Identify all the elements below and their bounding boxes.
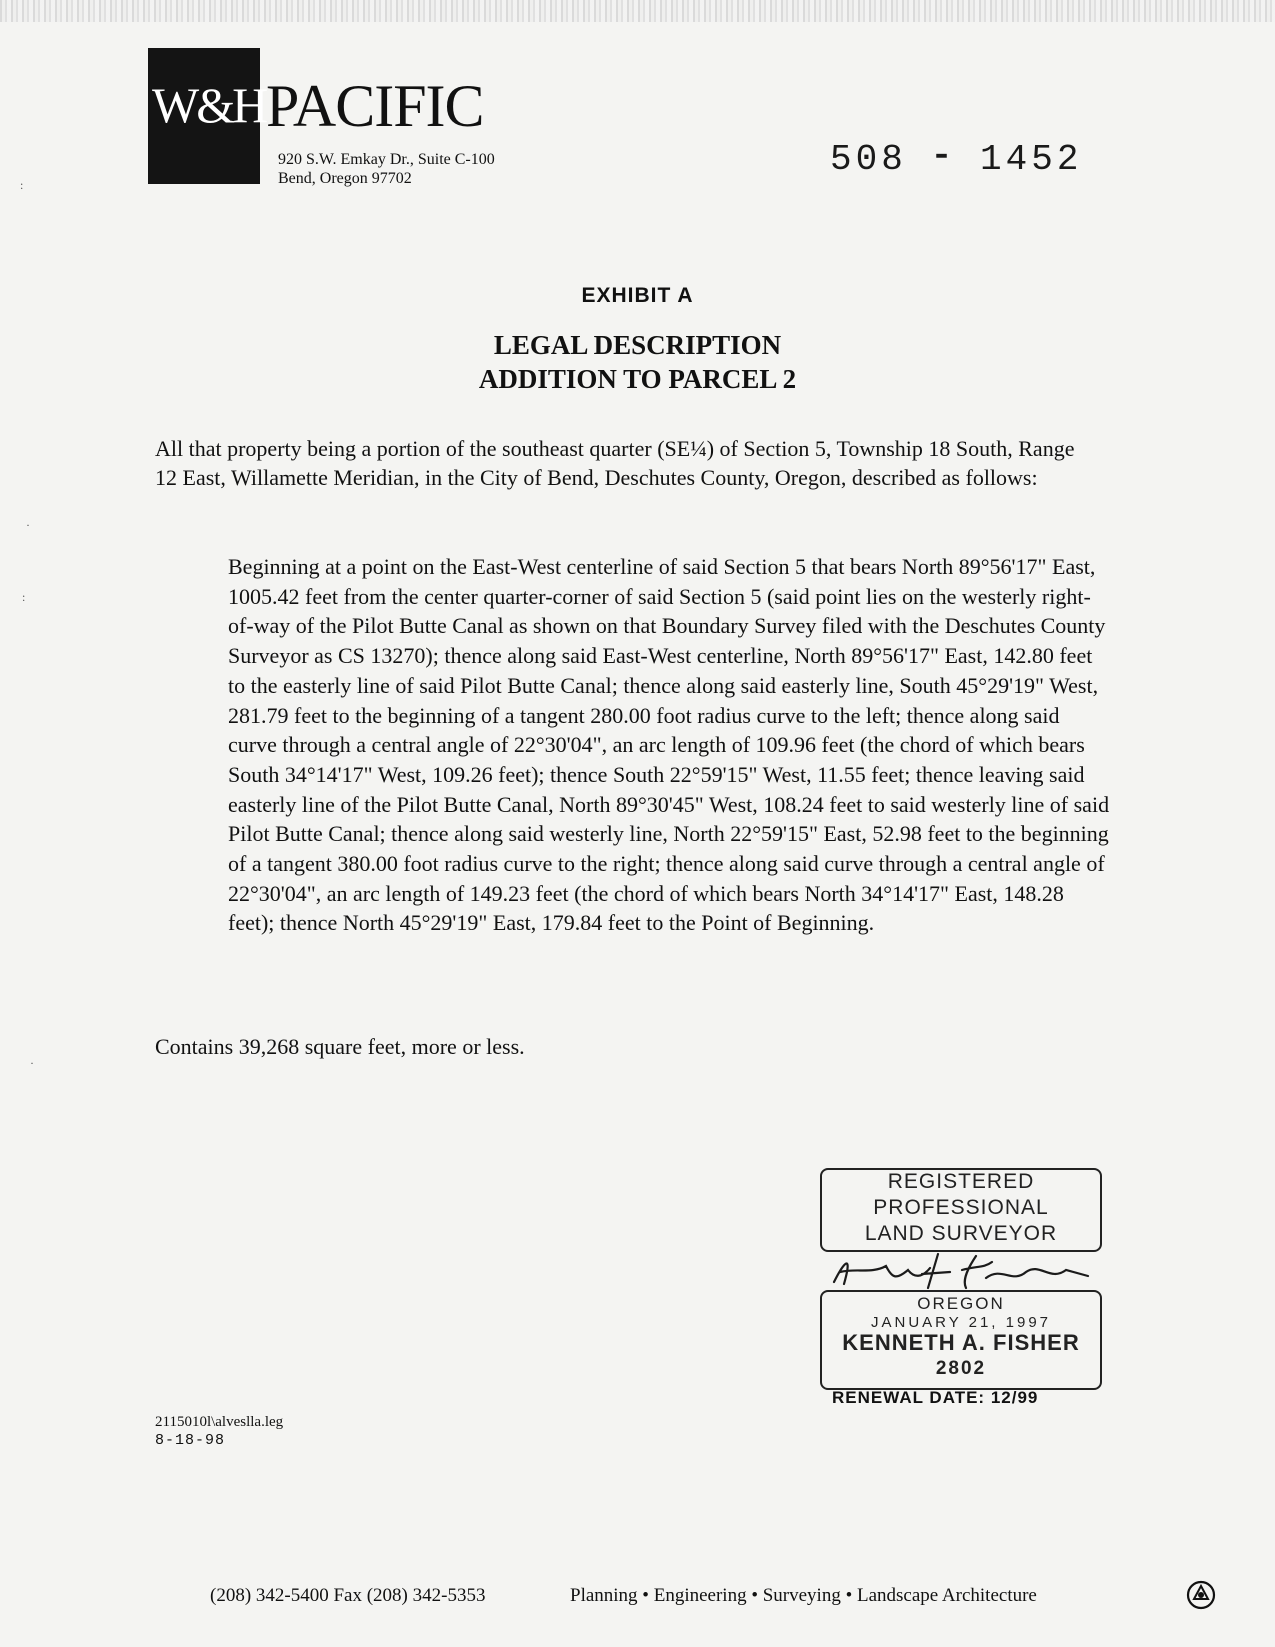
margin-mark: · xyxy=(26,518,30,532)
address-line-1: 920 S.W. Emkay Dr., Suite C-100 xyxy=(278,151,495,168)
stamp-date: JANUARY 21, 1997 xyxy=(870,1314,1052,1331)
stamp-state: OREGON xyxy=(917,1294,1005,1313)
footer-phone: (208) 342-5400 Fax (208) 342-5353 xyxy=(210,1585,486,1606)
file-reference: 2115010l\alveslla.leg xyxy=(155,1414,284,1430)
legal-description-paragraph: Beginning at a point on the East-West centerline of said Section 5 that bears North 89°56'17" East, 1005.42 feet from the center quarter-corner of said Section 5 (said point lies on the westerly right-of-way of the Pilot Butte Canal as shown on that Boundary Survey filed with the Deschutes County Surveyor as CS 13270); thence along said East-West centerline, North 89°56'17" East, 142.80 feet to the easterly line of said Pilot Butte Canal; thence along said easterly line, South 45°29'19" West, 281.79 feet to the beginning of a tangent 280.00 foot radius curve to the left; thence along said curve through a central angle of 22°30'04", an arc length of 109.96 feet (the chord of which bears South 34°14'17" West, 109.26 feet); thence South 22°59'15" West, 11.55 feet; thence leaving said easterly line of the Pilot Butte Canal, North 89°30'45" West, 108.24 feet to said westerly line of said Pilot Butte Canal; thence along said westerly line, North 22°59'15" East, 52.98 feet to the beginning of a tangent 380.00 foot radius curve to the right; thence along said curve through a central angle of 22°30'04", an arc length of 149.23 feet (the chord of which bears North 34°14'17" East, 148.28 feet); thence North 45°29'19" East, 179.84 feet to the Point of Beginning. xyxy=(228,554,1110,936)
margin-mark: · xyxy=(30,1056,34,1070)
intro-paragraph: All that property being a portion of the southeast quarter (SE¼) of Section 5, Township 18 South, Range 12 East, Willamette Meridian, in the City of Bend, Deschutes County, Oregon, described as follows: xyxy=(155,436,1075,490)
area-statement: Contains 39,268 square feet, more or less. xyxy=(155,1034,525,1059)
stamp-license-number: 2802 xyxy=(935,1358,987,1379)
footer-services: Planning • Engineering • Surveying • Landscape Architecture xyxy=(570,1585,1037,1606)
scan-edge-noise xyxy=(0,0,1275,22)
margin-mark: : xyxy=(20,178,24,192)
margin-mark: : xyxy=(22,590,26,604)
company-address xyxy=(278,150,495,188)
signature-image xyxy=(826,1248,1106,1292)
logo-mark: W&H xyxy=(152,77,266,133)
address-line-2: Bend, Oregon 97702 xyxy=(278,170,412,187)
document-number: 508 ⁃ 1452 xyxy=(830,139,1083,180)
stamp-registered: REGISTERED xyxy=(887,1170,1035,1193)
recycle-seal-icon xyxy=(1186,1580,1216,1610)
title-line-2: ADDITION TO PARCEL 2 xyxy=(478,364,797,394)
stamp-renewal-date: RENEWAL DATE: 12/99 xyxy=(832,1388,1039,1407)
stamp-professional: PROFESSIONAL xyxy=(873,1196,1049,1219)
title-line-1: LEGAL DESCRIPTION xyxy=(493,330,782,360)
stamp-surveyor-name: KENNETH A. FISHER xyxy=(842,1330,1080,1355)
file-date: 8-18-98 xyxy=(155,1432,226,1449)
exhibit-label: EXHIBIT A xyxy=(581,284,694,307)
stamp-land-surveyor: LAND SURVEYOR xyxy=(864,1222,1058,1245)
logo-name: PACIFIC xyxy=(266,73,484,139)
